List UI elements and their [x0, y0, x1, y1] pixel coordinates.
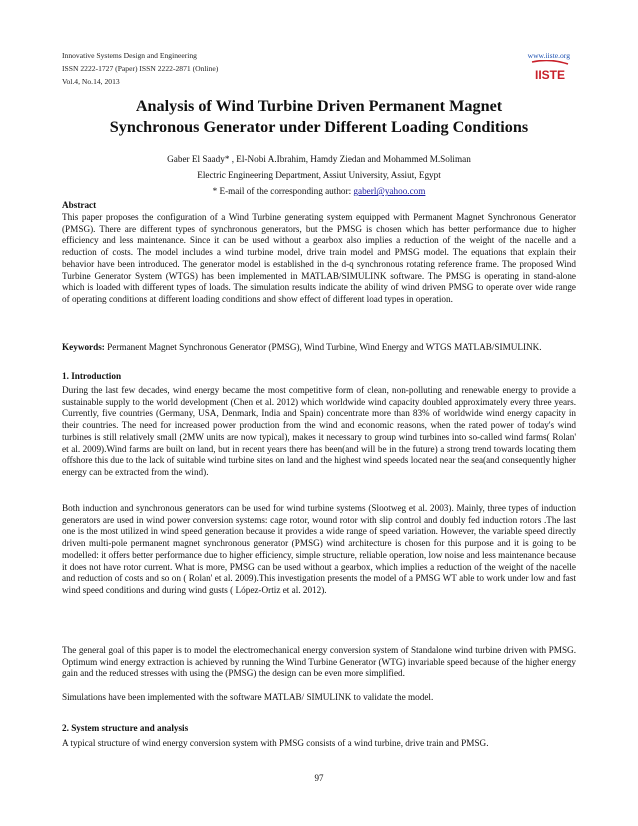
journal-url-link[interactable]: www.iiste.org — [527, 51, 570, 60]
corresponding-email — [62, 185, 576, 197]
email-link[interactable]: gaberl@yahoo.com — [353, 186, 426, 196]
abstract-text: This paper proposes the configuration of a Wind Turbine generating system equipped with Permanent Magnet Synchronous Generator (PMSG). There are different types of synchronous generators, but the PMSG is chosen which has better performance due to higher efficiency and less maintenance. Since it can be used without a gearbox also implies a reduction of the weight of the nacelle and a reduction of costs. The model includes a wind turbine model, drive train model and PMSG model. The equations that explain their behavior have been introduced. The generator model is established in the d-q synchronous rotating reference frame. The proposed Wind Turbine Generator System (WTGS) has been implemented in MATLAB/SIMULINK software. The PMSG is operating in stand-alone which is loaded with different types of loads. The simulation results indicate the ability of wind driven PMSG to operate over wide range of operating conditions at different loading conditions and show effect of different load types in operation. — [62, 212, 576, 304]
journal-name: Innovative Systems Design and Engineering — [62, 51, 197, 60]
intro-paragraph-3: The general goal of this paper is to model the electromechanical energy conversion system of Standalone wind turbine driven with PMSG. Optimum wind energy extraction is achieved by running the Wind Turbine Generator (WTG) invariable speed because of the higher energy gain and the reduced stresses with using the (PMSG) the design can be even more simplified. — [62, 645, 576, 679]
keywords-text: Permanent Magnet Synchronous Generator (PMSG), Wind Turbine, Wind Energy and WTGS MATLAB/SIMULINK. — [104, 342, 542, 352]
paper-title — [62, 96, 576, 138]
intro-paragraph-4: Simulations have been implemented with the software MATLAB/ SIMULINK to validate the model. — [62, 692, 434, 702]
section-2-paragraph-1: A typical structure of wind energy conversion system with PMSG consists of a wind turbine, drive train and PMSG. — [62, 738, 489, 748]
affiliation: Electric Engineering Department, Assiut University, Assiut, Egypt — [197, 170, 441, 180]
page-number: 97 — [314, 773, 324, 783]
journal-volume: Vol.4, No.14, 2013 — [62, 77, 120, 86]
section-2-heading: 2. System structure and analysis — [62, 723, 189, 733]
intro-paragraph-1: During the last few decades, wind energy became the most competitive form of clean, non-polluting and renewable energy to provide a sustainable supply to the world development (Chen et al. 2012) which worldwide wind capacity doubled approximately every three years. Currently, five countries (Germany, USA, Denmark, India and Spain) concentrate more than 83% of worldwide wind energy capacity in their countries. The need for increased power production from the wind and economic reasons, when the rated power of today's wind turbines is still relatively small (2MW units are now typical), makes it necessary to group wind turbines into so-called wind farms( Rolan' et al. 2009).Wind farms are built on land, but in recent years there has been(and will be in the future) a strong trend towards locating them offshore this due to the lack of suitable wind turbine sites on land and the highest wind speeds located near the sea(and consequently higher energy can be extracted from the wind). — [62, 385, 576, 477]
keywords — [62, 342, 576, 354]
iiste-logo — [528, 60, 572, 84]
author-list: Gaber El Saady* , El-Nobi A.Ibrahim, Hamdy Ziedan and Mohammed M.Soliman — [167, 154, 471, 164]
abstract-heading: Abstract — [62, 200, 97, 210]
journal-issn: ISSN 2222-1727 (Paper) ISSN 2222-2871 (Online) — [62, 64, 219, 73]
intro-paragraph-2: Both induction and synchronous generators can be used for wind turbine systems (Slootweg et al. 2003). Mainly, three types of induction generators are used in wind power conversion systems: cage rotor, wound rotor with slip control and doubly fed induction rotors .The last one is the most utilized in wind speed generation because it provides a wide range of speed variation. However, the variable speed directly driven multi-pole permanent magnet synchronous generator (PMSG) wind architecture is chosen for this purpose and it is going to be modelled: it offers better performance due to higher efficiency, simple structure, reliable operation, low noise and less maintenance because it does not have rotor current. What is more, PMSG can be used without a gearbox, which implies a reduction of the weight of the nacelle and reduction of costs and so on ( Rolan' et al. 2009).This investigation presents the model of a PMSG WT able to work under low and fast wind speed conditions and during wind gusts ( López-Ortiz et al. 2012). — [62, 503, 576, 595]
email-prefix: * E-mail of the corresponding author: — [212, 186, 354, 196]
keywords-label: Keywords: — [62, 342, 105, 352]
logo-text: IISTE — [534, 68, 566, 82]
title-line-2: Synchronous Generator under Different Loading Conditions — [109, 118, 529, 136]
title-line-1: Analysis of Wind Turbine Driven Permanent Magnet — [135, 97, 503, 115]
section-1-heading: 1. Introduction — [62, 371, 122, 381]
